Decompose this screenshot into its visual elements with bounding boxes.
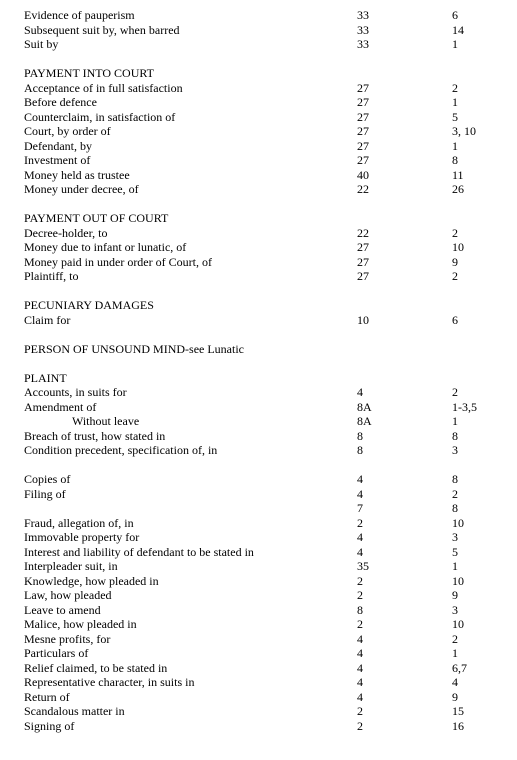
entry-subject: Decree-holder, to bbox=[24, 225, 108, 240]
index-entry bbox=[0, 516, 517, 530]
entry-rule: 2 bbox=[452, 80, 458, 95]
entry-subject: Investment of bbox=[24, 153, 91, 167]
entry-order: 27 bbox=[357, 153, 369, 167]
index-entry bbox=[0, 443, 517, 457]
index-entry bbox=[0, 501, 517, 515]
section-heading-row bbox=[0, 298, 517, 312]
entry-subject: Plaintiff, to bbox=[24, 269, 79, 283]
entry-subject: Return of bbox=[24, 689, 70, 704]
entry-rule: 1 bbox=[452, 37, 458, 51]
entry-rule: 10 bbox=[452, 515, 464, 530]
entry-rule: 3 bbox=[452, 530, 458, 544]
section-heading-row bbox=[0, 211, 517, 225]
entry-order: 27 bbox=[357, 240, 369, 254]
entry-order: 27 bbox=[357, 269, 369, 283]
entry-subject: Relief claimed, to be stated in bbox=[24, 660, 168, 675]
index-entry bbox=[0, 661, 517, 675]
entry-rule: 3, 10 bbox=[452, 124, 476, 138]
entry-order: 2 bbox=[357, 515, 363, 530]
entry-rule: 1 bbox=[452, 559, 458, 573]
entry-subject: Money due to infant or lunatic, of bbox=[24, 240, 187, 254]
entry-order: 35 bbox=[357, 559, 369, 573]
index-entry bbox=[0, 139, 517, 153]
index-entry bbox=[0, 313, 517, 327]
entry-order: 4 bbox=[357, 472, 363, 486]
entry-rule: 1 bbox=[452, 95, 458, 109]
index-entry bbox=[0, 255, 517, 269]
entry-order: 22 bbox=[357, 225, 369, 240]
entry-order: 4 bbox=[357, 646, 363, 660]
index-entry bbox=[0, 588, 517, 602]
index-entry bbox=[0, 574, 517, 588]
index-entry bbox=[0, 385, 517, 399]
entry-order: 2 bbox=[357, 588, 363, 602]
entry-subject: Particulars of bbox=[24, 646, 89, 660]
index-entry bbox=[0, 95, 517, 109]
index-entry bbox=[0, 414, 517, 428]
entry-order: 8 bbox=[357, 602, 363, 617]
entry-order: 2 bbox=[357, 718, 363, 733]
index-entry bbox=[0, 153, 517, 167]
entry-order: 27 bbox=[357, 109, 369, 124]
entry-subject: Evidence of pauperism bbox=[24, 8, 135, 22]
index-entry bbox=[0, 269, 517, 283]
index-entry bbox=[0, 719, 517, 733]
entry-rule: 15 bbox=[452, 704, 464, 718]
entry-rule: 5 bbox=[452, 544, 458, 559]
index-entry bbox=[0, 110, 517, 124]
entry-rule: 8 bbox=[452, 501, 458, 515]
entry-rule: 4 bbox=[452, 675, 458, 689]
index-entry bbox=[0, 690, 517, 704]
entry-subject: Amendment of bbox=[24, 399, 97, 414]
index-entry bbox=[0, 37, 517, 51]
entry-order: 40 bbox=[357, 167, 369, 182]
index-entry bbox=[0, 400, 517, 414]
entry-rule: 1 bbox=[452, 138, 458, 153]
entry-subject: Acceptance of in full satisfaction bbox=[24, 80, 183, 95]
entry-rule: 16 bbox=[452, 718, 464, 733]
entry-rule: 6 bbox=[452, 312, 458, 327]
index-entry bbox=[0, 559, 517, 573]
entry-rule: 1-3,5 bbox=[452, 399, 477, 414]
entry-order: 2 bbox=[357, 573, 363, 588]
entry-rule: 10 bbox=[452, 240, 464, 254]
entry-subject: Scandalous matter in bbox=[24, 704, 125, 718]
entry-order: 27 bbox=[357, 80, 369, 95]
entry-subject: Law, how pleaded bbox=[24, 588, 112, 602]
entry-order: 4 bbox=[357, 544, 363, 559]
entry-subject: Immovable property for bbox=[24, 530, 140, 544]
entry-order: 27 bbox=[357, 254, 369, 269]
entry-order: 4 bbox=[357, 530, 363, 544]
index-entry bbox=[0, 429, 517, 443]
entry-subject: Accounts, in suits for bbox=[24, 385, 127, 399]
entry-order: 22 bbox=[357, 182, 369, 196]
entry-rule: 9 bbox=[452, 689, 458, 704]
entry-order: 8A bbox=[357, 399, 372, 414]
entry-subject: Fraud, allegation of, in bbox=[24, 515, 134, 530]
entry-order: 4 bbox=[357, 689, 363, 704]
entry-rule: 3 bbox=[452, 443, 458, 457]
entry-subject: Condition precedent, specification of, in bbox=[24, 443, 218, 457]
entry-rule: 1 bbox=[452, 646, 458, 660]
entry-rule: 6 bbox=[452, 8, 458, 22]
entry-subject: Claim for bbox=[24, 312, 71, 327]
entry-subject: Malice, how pleaded in bbox=[24, 617, 137, 631]
section-heading: PAYMENT OUT OF COURT bbox=[24, 211, 169, 225]
entry-rule: 9 bbox=[452, 588, 458, 602]
entry-rule: 10 bbox=[452, 617, 464, 631]
entry-order: 4 bbox=[357, 486, 363, 501]
entry-subject: Money paid in under order of Court, of bbox=[24, 254, 212, 269]
index-entry bbox=[0, 240, 517, 254]
entry-rule: 3 bbox=[452, 602, 458, 617]
entry-order: 4 bbox=[357, 385, 363, 399]
entry-subject: Subsequent suit by, when barred bbox=[24, 22, 180, 37]
entry-subject: Signing of bbox=[24, 718, 75, 733]
index-entry bbox=[0, 530, 517, 544]
index-entry bbox=[0, 603, 517, 617]
entry-subject: Knowledge, how pleaded in bbox=[24, 573, 159, 588]
index-entry bbox=[0, 487, 517, 501]
entry-subject: Copies of bbox=[24, 472, 71, 486]
entry-order: 4 bbox=[357, 675, 363, 689]
section-heading: PAYMENT INTO COURT bbox=[24, 66, 154, 80]
entry-subject: Mesne profits, for bbox=[24, 631, 111, 646]
index-entry bbox=[0, 646, 517, 660]
entry-rule: 10 bbox=[452, 573, 464, 588]
entry-subject: Filing of bbox=[24, 486, 66, 501]
entry-order: 33 bbox=[357, 37, 369, 51]
entry-order: 33 bbox=[357, 8, 369, 22]
index-entry bbox=[0, 124, 517, 138]
entry-rule: 2 bbox=[452, 269, 458, 283]
entry-subject: Interpleader suit, in bbox=[24, 559, 118, 573]
entry-order: 2 bbox=[357, 617, 363, 631]
index-entry bbox=[0, 81, 517, 95]
entry-rule: 8 bbox=[452, 428, 458, 443]
entry-order: 8A bbox=[357, 414, 372, 428]
entry-order: 4 bbox=[357, 660, 363, 675]
entry-rule: 2 bbox=[452, 225, 458, 240]
index-entry bbox=[0, 545, 517, 559]
entry-order: 7 bbox=[357, 501, 363, 515]
entry-subject: Defendant, by bbox=[24, 138, 92, 153]
entry-rule: 26 bbox=[452, 182, 464, 196]
entry-rule: 5 bbox=[452, 109, 458, 124]
entry-rule: 14 bbox=[452, 22, 464, 37]
entry-order: 2 bbox=[357, 704, 363, 718]
entry-order: 8 bbox=[357, 428, 363, 443]
entry-rule: 6,7 bbox=[452, 660, 467, 675]
entry-order: 27 bbox=[357, 138, 369, 153]
entry-subject: Suit by bbox=[24, 37, 59, 51]
entry-subject: Court, by order of bbox=[24, 124, 111, 138]
entry-subject: Leave to amend bbox=[24, 602, 101, 617]
entry-subject: Money under decree, of bbox=[24, 182, 139, 196]
index-entry bbox=[0, 226, 517, 240]
section-heading-row bbox=[0, 371, 517, 385]
entry-rule: 2 bbox=[452, 486, 458, 501]
entry-subject: Before defence bbox=[24, 95, 97, 109]
entry-order: 27 bbox=[357, 124, 369, 138]
index-entry bbox=[0, 704, 517, 718]
index-entry bbox=[0, 23, 517, 37]
entry-rule: 11 bbox=[452, 167, 464, 182]
index-entry bbox=[0, 182, 517, 196]
entry-order: 33 bbox=[357, 22, 369, 37]
entry-order: 27 bbox=[357, 95, 369, 109]
entry-subject: Representative character, in suits in bbox=[24, 675, 195, 689]
section-heading-row bbox=[0, 342, 517, 356]
section-heading: PLAINT bbox=[24, 370, 67, 385]
entry-rule: 9 bbox=[452, 254, 458, 269]
section-heading: PERSON OF UNSOUND MIND-see Lunatic bbox=[24, 341, 244, 356]
index-entry bbox=[0, 8, 517, 22]
section-heading-row bbox=[0, 66, 517, 80]
entry-rule: 2 bbox=[452, 385, 458, 399]
entry-rule: 2 bbox=[452, 631, 458, 646]
entry-rule: 1 bbox=[452, 414, 458, 428]
entry-order: 8 bbox=[357, 443, 363, 457]
index-entry bbox=[0, 168, 517, 182]
entry-subject: Interest and liability of defendant to be stated in bbox=[24, 544, 254, 559]
entry-rule: 8 bbox=[452, 472, 458, 486]
entry-subject: Counterclaim, in satisfaction of bbox=[24, 109, 176, 124]
section-heading: PECUNIARY DAMAGES bbox=[24, 298, 154, 312]
entry-subject: Without leave bbox=[72, 414, 140, 428]
index-entry bbox=[0, 472, 517, 486]
entry-subject: Breach of trust, how stated in bbox=[24, 428, 166, 443]
entry-order: 4 bbox=[357, 631, 363, 646]
entry-rule: 8 bbox=[452, 153, 458, 167]
index-entry bbox=[0, 617, 517, 631]
index-entry bbox=[0, 632, 517, 646]
index-entry bbox=[0, 675, 517, 689]
entry-subject: Money held as trustee bbox=[24, 167, 130, 182]
entry-order: 10 bbox=[357, 312, 369, 327]
